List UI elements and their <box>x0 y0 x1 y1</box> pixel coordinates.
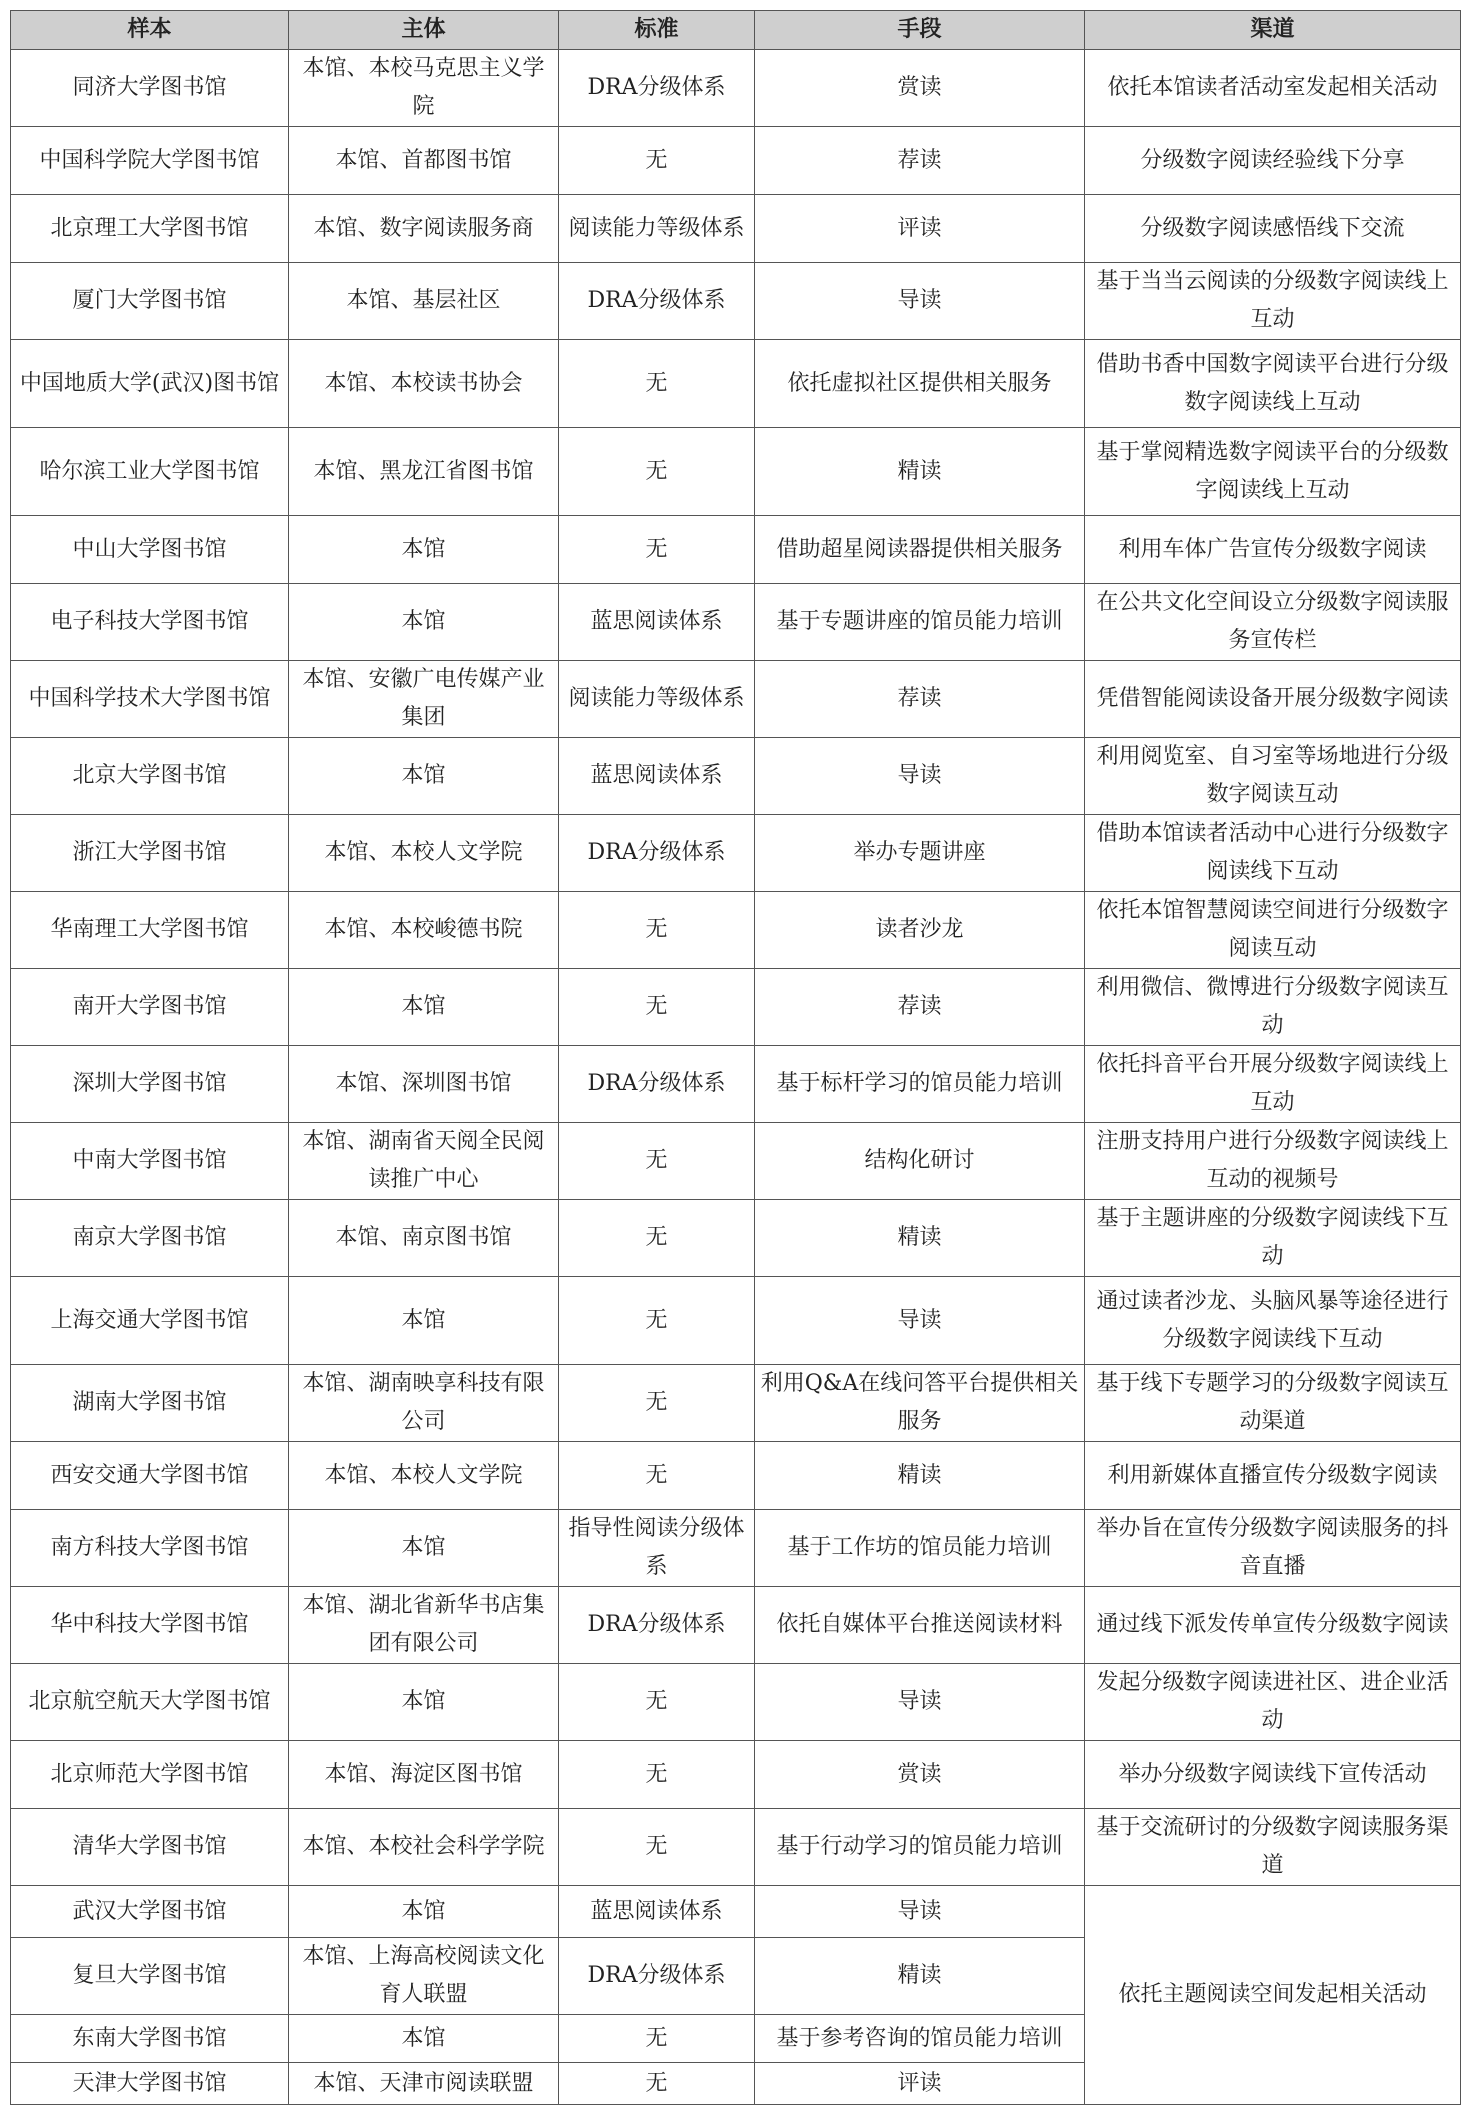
table-body <box>11 50 1461 2105</box>
standard-cell: 阅读能力等级体系 <box>559 195 755 263</box>
standard-cell: DRA分级体系 <box>559 50 755 127</box>
channel-cell: 通过线下派发传单宣传分级数字阅读 <box>1085 1587 1461 1664</box>
channel-cell: 利用新媒体直播宣传分级数字阅读 <box>1085 1442 1461 1510</box>
method-cell: 基于标杆学习的馆员能力培训 <box>755 1046 1085 1123</box>
sample-cell: 复旦大学图书馆 <box>11 1938 289 2015</box>
method-cell: 依托虚拟社区提供相关服务 <box>755 340 1085 428</box>
channel-cell: 在公共文化空间设立分级数字阅读服务宣传栏 <box>1085 584 1461 661</box>
table-row <box>11 1886 1461 1938</box>
sample-cell: 上海交通大学图书馆 <box>11 1277 289 1365</box>
channel-cell: 借助书香中国数字阅读平台进行分级数字阅读线上互动 <box>1085 340 1461 428</box>
method-cell: 导读 <box>755 1886 1085 1938</box>
channel-cell: 分级数字阅读感悟线下交流 <box>1085 195 1461 263</box>
channel-cell: 注册支持用户进行分级数字阅读线上互动的视频号 <box>1085 1123 1461 1200</box>
header-channel: 渠道 <box>1085 11 1461 50</box>
subject-cell: 本馆 <box>289 1510 559 1587</box>
standard-cell: 无 <box>559 1123 755 1200</box>
table-row <box>11 892 1461 969</box>
subject-cell: 本馆、本校人文学院 <box>289 1442 559 1510</box>
method-cell: 读者沙龙 <box>755 892 1085 969</box>
subject-cell: 本馆、南京图书馆 <box>289 1200 559 1277</box>
standard-cell: 无 <box>559 2063 755 2105</box>
data-table <box>10 10 1461 2105</box>
channel-cell: 依托本馆智慧阅读空间进行分级数字阅读互动 <box>1085 892 1461 969</box>
subject-cell: 本馆 <box>289 1277 559 1365</box>
method-cell: 借助超星阅读器提供相关服务 <box>755 516 1085 584</box>
sample-cell: 西安交通大学图书馆 <box>11 1442 289 1510</box>
sample-cell: 同济大学图书馆 <box>11 50 289 127</box>
sample-cell: 清华大学图书馆 <box>11 1809 289 1886</box>
table-row <box>11 661 1461 738</box>
sample-cell: 湖南大学图书馆 <box>11 1365 289 1442</box>
subject-cell: 本馆 <box>289 969 559 1046</box>
subject-cell: 本馆、安徽广电传媒产业集团 <box>289 661 559 738</box>
standard-cell: 无 <box>559 1442 755 1510</box>
table-row <box>11 428 1461 516</box>
standard-cell: 阅读能力等级体系 <box>559 661 755 738</box>
method-cell: 赏读 <box>755 1741 1085 1809</box>
method-cell: 导读 <box>755 1664 1085 1741</box>
method-cell: 精读 <box>755 1938 1085 2015</box>
subject-cell: 本馆、基层社区 <box>289 263 559 340</box>
sample-cell: 华南理工大学图书馆 <box>11 892 289 969</box>
table-row <box>11 1809 1461 1886</box>
channel-cell: 基于当当云阅读的分级数字阅读线上互动 <box>1085 263 1461 340</box>
subject-cell: 本馆、黑龙江省图书馆 <box>289 428 559 516</box>
channel-cell: 基于线下专题学习的分级数字阅读互动渠道 <box>1085 1365 1461 1442</box>
header-sample: 样本 <box>11 11 289 50</box>
sample-cell: 北京师范大学图书馆 <box>11 1741 289 1809</box>
standard-cell: 无 <box>559 969 755 1046</box>
channel-cell: 依托主题阅读空间发起相关活动 <box>1085 1886 1461 2105</box>
subject-cell: 本馆、首都图书馆 <box>289 127 559 195</box>
subject-cell: 本馆、数字阅读服务商 <box>289 195 559 263</box>
standard-cell: 无 <box>559 1809 755 1886</box>
table-row <box>11 516 1461 584</box>
method-cell: 荐读 <box>755 127 1085 195</box>
table-row <box>11 1442 1461 1510</box>
channel-cell: 依托抖音平台开展分级数字阅读线上互动 <box>1085 1046 1461 1123</box>
sample-cell: 中国科学技术大学图书馆 <box>11 661 289 738</box>
standard-cell: 无 <box>559 516 755 584</box>
standard-cell: 蓝思阅读体系 <box>559 1886 755 1938</box>
method-cell: 荐读 <box>755 661 1085 738</box>
sample-cell: 东南大学图书馆 <box>11 2015 289 2063</box>
method-cell: 精读 <box>755 1442 1085 1510</box>
sample-cell: 中山大学图书馆 <box>11 516 289 584</box>
method-cell: 荐读 <box>755 969 1085 1046</box>
method-cell: 导读 <box>755 263 1085 340</box>
subject-cell: 本馆 <box>289 2015 559 2063</box>
channel-cell: 利用车体广告宣传分级数字阅读 <box>1085 516 1461 584</box>
sample-cell: 天津大学图书馆 <box>11 2063 289 2105</box>
sample-cell: 北京航空航天大学图书馆 <box>11 1664 289 1741</box>
channel-cell: 举办旨在宣传分级数字阅读服务的抖音直播 <box>1085 1510 1461 1587</box>
subject-cell: 本馆、本校读书协会 <box>289 340 559 428</box>
header-standard: 标准 <box>559 11 755 50</box>
table-row <box>11 738 1461 815</box>
channel-cell: 基于掌阅精选数字阅读平台的分级数字阅读线上互动 <box>1085 428 1461 516</box>
subject-cell: 本馆、上海高校阅读文化育人联盟 <box>289 1938 559 2015</box>
subject-cell: 本馆、天津市阅读联盟 <box>289 2063 559 2105</box>
table-row <box>11 195 1461 263</box>
method-cell: 基于专题讲座的馆员能力培训 <box>755 584 1085 661</box>
sample-cell: 北京大学图书馆 <box>11 738 289 815</box>
table-row <box>11 1741 1461 1809</box>
sample-cell: 南京大学图书馆 <box>11 1200 289 1277</box>
sample-cell: 中南大学图书馆 <box>11 1123 289 1200</box>
standard-cell: 蓝思阅读体系 <box>559 584 755 661</box>
table-row <box>11 1664 1461 1741</box>
standard-cell: DRA分级体系 <box>559 1938 755 2015</box>
subject-cell: 本馆、本校人文学院 <box>289 815 559 892</box>
sample-cell: 电子科技大学图书馆 <box>11 584 289 661</box>
method-cell: 基于工作坊的馆员能力培训 <box>755 1510 1085 1587</box>
sample-cell: 北京理工大学图书馆 <box>11 195 289 263</box>
table-row <box>11 815 1461 892</box>
standard-cell: DRA分级体系 <box>559 1046 755 1123</box>
method-cell: 赏读 <box>755 50 1085 127</box>
standard-cell: 无 <box>559 1277 755 1365</box>
method-cell: 利用Q&A在线问答平台提供相关服务 <box>755 1365 1085 1442</box>
method-cell: 基于参考咨询的馆员能力培训 <box>755 2015 1085 2063</box>
table-row <box>11 969 1461 1046</box>
sample-cell: 中国地质大学(武汉)图书馆 <box>11 340 289 428</box>
table-row <box>11 1365 1461 1442</box>
standard-cell: 无 <box>559 1200 755 1277</box>
table-row <box>11 1046 1461 1123</box>
channel-cell: 依托本馆读者活动室发起相关活动 <box>1085 50 1461 127</box>
subject-cell: 本馆 <box>289 738 559 815</box>
method-cell: 基于行动学习的馆员能力培训 <box>755 1809 1085 1886</box>
header-method: 手段 <box>755 11 1085 50</box>
table-row <box>11 340 1461 428</box>
standard-cell: 无 <box>559 1365 755 1442</box>
channel-cell: 基于主题讲座的分级数字阅读线下互动 <box>1085 1200 1461 1277</box>
standard-cell: 无 <box>559 127 755 195</box>
subject-cell: 本馆、本校社会科学学院 <box>289 1809 559 1886</box>
sample-cell: 南方科技大学图书馆 <box>11 1510 289 1587</box>
method-cell: 评读 <box>755 195 1085 263</box>
sample-cell: 浙江大学图书馆 <box>11 815 289 892</box>
standard-cell: 无 <box>559 1741 755 1809</box>
method-cell: 举办专题讲座 <box>755 815 1085 892</box>
standard-cell: 无 <box>559 1664 755 1741</box>
sample-cell: 武汉大学图书馆 <box>11 1886 289 1938</box>
sample-cell: 华中科技大学图书馆 <box>11 1587 289 1664</box>
subject-cell: 本馆、本校马克思主义学院 <box>289 50 559 127</box>
subject-cell: 本馆 <box>289 516 559 584</box>
method-cell: 精读 <box>755 1200 1085 1277</box>
standard-cell: 无 <box>559 428 755 516</box>
sample-cell: 中国科学院大学图书馆 <box>11 127 289 195</box>
standard-cell: DRA分级体系 <box>559 815 755 892</box>
subject-cell: 本馆、海淀区图书馆 <box>289 1741 559 1809</box>
method-cell: 精读 <box>755 428 1085 516</box>
table-row <box>11 1200 1461 1277</box>
method-cell: 导读 <box>755 738 1085 815</box>
header-row <box>11 11 1461 50</box>
channel-cell: 借助本馆读者活动中心进行分级数字阅读线下互动 <box>1085 815 1461 892</box>
subject-cell: 本馆 <box>289 1886 559 1938</box>
method-cell: 评读 <box>755 2063 1085 2105</box>
header-subject: 主体 <box>289 11 559 50</box>
channel-cell: 分级数字阅读经验线下分享 <box>1085 127 1461 195</box>
channel-cell: 通过读者沙龙、头脑风暴等途径进行分级数字阅读线下互动 <box>1085 1277 1461 1365</box>
channel-cell: 举办分级数字阅读线下宣传活动 <box>1085 1741 1461 1809</box>
sample-cell: 厦门大学图书馆 <box>11 263 289 340</box>
channel-cell: 基于交流研讨的分级数字阅读服务渠道 <box>1085 1809 1461 1886</box>
table-row <box>11 50 1461 127</box>
standard-cell: 蓝思阅读体系 <box>559 738 755 815</box>
method-cell: 依托自媒体平台推送阅读材料 <box>755 1587 1085 1664</box>
subject-cell: 本馆、湖北省新华书店集团有限公司 <box>289 1587 559 1664</box>
channel-cell: 发起分级数字阅读进社区、进企业活动 <box>1085 1664 1461 1741</box>
channel-cell: 利用微信、微博进行分级数字阅读互动 <box>1085 969 1461 1046</box>
table-row <box>11 127 1461 195</box>
subject-cell: 本馆 <box>289 1664 559 1741</box>
channel-cell: 凭借智能阅读设备开展分级数字阅读 <box>1085 661 1461 738</box>
table-row <box>11 1123 1461 1200</box>
standard-cell: DRA分级体系 <box>559 1587 755 1664</box>
method-cell: 导读 <box>755 1277 1085 1365</box>
method-cell: 结构化研讨 <box>755 1123 1085 1200</box>
subject-cell: 本馆、深圳图书馆 <box>289 1046 559 1123</box>
subject-cell: 本馆、湖南映享科技有限公司 <box>289 1365 559 1442</box>
table-row <box>11 584 1461 661</box>
sample-cell: 南开大学图书馆 <box>11 969 289 1046</box>
table-row <box>11 263 1461 340</box>
standard-cell: 无 <box>559 2015 755 2063</box>
standard-cell: 指导性阅读分级体系 <box>559 1510 755 1587</box>
table-row <box>11 1277 1461 1365</box>
subject-cell: 本馆、湖南省天阅全民阅读推广中心 <box>289 1123 559 1200</box>
subject-cell: 本馆、本校峻德书院 <box>289 892 559 969</box>
table-row <box>11 1587 1461 1664</box>
standard-cell: DRA分级体系 <box>559 263 755 340</box>
sample-cell: 深圳大学图书馆 <box>11 1046 289 1123</box>
channel-cell: 利用阅览室、自习室等场地进行分级数字阅读互动 <box>1085 738 1461 815</box>
sample-cell: 哈尔滨工业大学图书馆 <box>11 428 289 516</box>
subject-cell: 本馆 <box>289 584 559 661</box>
standard-cell: 无 <box>559 892 755 969</box>
table-row <box>11 1510 1461 1587</box>
standard-cell: 无 <box>559 340 755 428</box>
